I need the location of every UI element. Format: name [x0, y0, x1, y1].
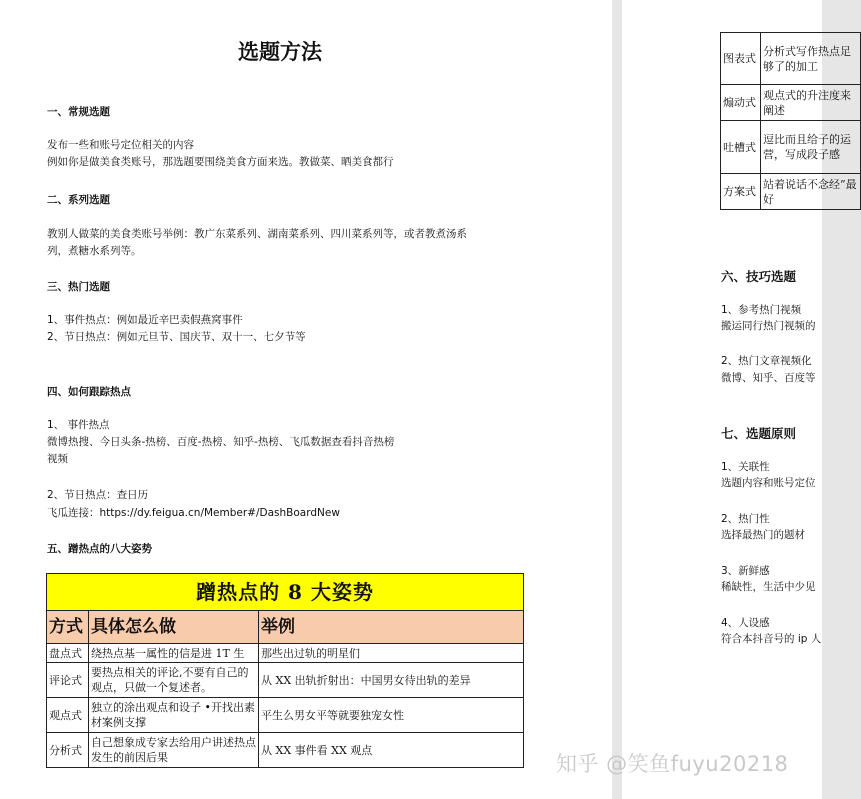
table-row [47, 663, 524, 698]
paragraph-line: 微博、知乎、百度等 [721, 372, 816, 384]
paragraph-line: 2、节日热点：查日历 [47, 489, 149, 501]
table-row [47, 644, 524, 663]
section-heading-7: 七、选题原则 [721, 426, 797, 441]
table-cell: 评论式 [47, 663, 89, 698]
table-cell: 站着说话不念经”最好 [761, 174, 861, 210]
table-cell: 独立的涂出观点和设子 •开找出素材案例支撑 [89, 698, 259, 733]
table-cell: 盘点式 [47, 644, 89, 663]
paragraph-line: 搬运同行热门视频的 [721, 320, 816, 332]
table-cell: 逗比而且给子的运营，写成段子感 [761, 121, 861, 174]
section-heading-3: 三、热门选题 [47, 281, 110, 293]
table-title: 蹭热点的 8 大姿势 [47, 574, 524, 611]
table-cell: 方案式 [721, 174, 761, 210]
methods-table-continued [720, 32, 861, 210]
table-cell: 要热点相关的评论,不要有自己的观点，只做一个复述者。 [89, 663, 259, 698]
table-cell: 从 XX 出轨折射出：中国男女待出轨的差异 [259, 663, 524, 698]
table-cell: 自己想象成专家去给用户讲述热点发生的前因后果 [89, 733, 259, 768]
paragraph-line: 选择最热门的题材 [721, 529, 805, 541]
paragraph-line: 1、参考热门视频 [721, 304, 802, 316]
table-row [721, 121, 861, 174]
table-cell: 分析式写作热点足够了的加工 [761, 33, 861, 85]
paragraph-line: 选题内容和账号定位 [721, 477, 816, 489]
paragraph-line: 1、事件热点：例如最近辛巴卖假燕窝事件 [47, 314, 243, 326]
paragraph-line: 稀缺性，生活中少见 [721, 581, 816, 593]
table-row [721, 85, 861, 121]
paragraph-line: 3、新鲜感 [721, 565, 770, 577]
table-row [47, 733, 524, 768]
table-header-row [47, 611, 524, 644]
table-cell: 图表式 [721, 33, 761, 85]
table-header-cell: 方式 [47, 611, 89, 644]
paragraph-line: 发布一些和账号定位相关的内容 [47, 139, 194, 151]
paragraph-line: 教别人做菜的美食类账号举例：教广东菜系列、湖南菜系列、四川菜系列等，或者教煮汤系 [47, 228, 467, 240]
section-heading-6: 六、技巧选题 [721, 269, 797, 284]
link-text[interactable]: 飞瓜连接：https://dy.feigua.cn/Member#/DashBoardNew [47, 507, 340, 519]
paragraph-line: 4、人设感 [721, 617, 770, 629]
section-heading-2: 二、系列选题 [47, 194, 110, 206]
paragraph-line: 2、节日热点：例如元旦节、国庆节、双十一、七夕节等 [47, 331, 306, 343]
section-heading-5: 五、蹭热点的八大姿势 [47, 543, 152, 555]
table-header-cell: 具体怎么做 [89, 611, 259, 644]
table-cell: 绕热点基一属性的信是进 1T 生 [89, 644, 259, 663]
paragraph-line: 1、 事件热点 [47, 419, 110, 431]
table-cell: 观点式 [47, 698, 89, 733]
table-header-cell: 举例 [259, 611, 524, 644]
paragraph-line: 例如你是做美食类账号，那选题要围绕美食方面来选。教做菜、晒美食都行 [47, 156, 394, 168]
table-row [721, 33, 861, 85]
table-row [721, 174, 861, 210]
table-cell: 吐槽式 [721, 121, 761, 174]
paragraph-line: 1、关联性 [721, 461, 770, 473]
table-cell: 分析式 [47, 733, 89, 768]
table-cell: 从 XX 事件看 XX 观点 [259, 733, 524, 768]
section-heading-4: 四、如何跟踪热点 [47, 386, 131, 398]
watermark-text: 知乎 @笑鱼fuyu20218 [556, 752, 789, 776]
eight-methods-table [46, 573, 524, 768]
paragraph-line: 微博热搜、今日头条-热榜、百度-热榜、知乎-热榜、飞瓜数据查看抖音热榜 [47, 436, 395, 448]
page-title: 选题方法 [238, 39, 322, 64]
document-page-right [622, 0, 857, 799]
paragraph-line: 2、热门文章视频化 [721, 355, 812, 367]
table-cell: 那些出过轨的明星们 [259, 644, 524, 663]
paragraph-line: 视频 [47, 453, 68, 465]
table-cell: 煽动式 [721, 85, 761, 121]
paragraph-line: 符合本抖音号的 ip 人 [721, 633, 822, 645]
paragraph-line: 列，煮糖水系列等。 [47, 245, 142, 257]
table-cell: 观点式的升注度来阐述 [761, 85, 861, 121]
table-cell: 平生么男女平等就要独宠女性 [259, 698, 524, 733]
paragraph-line: 2、热门性 [721, 513, 770, 525]
section-heading-1: 一、常规选题 [47, 106, 110, 118]
table-row [47, 698, 524, 733]
